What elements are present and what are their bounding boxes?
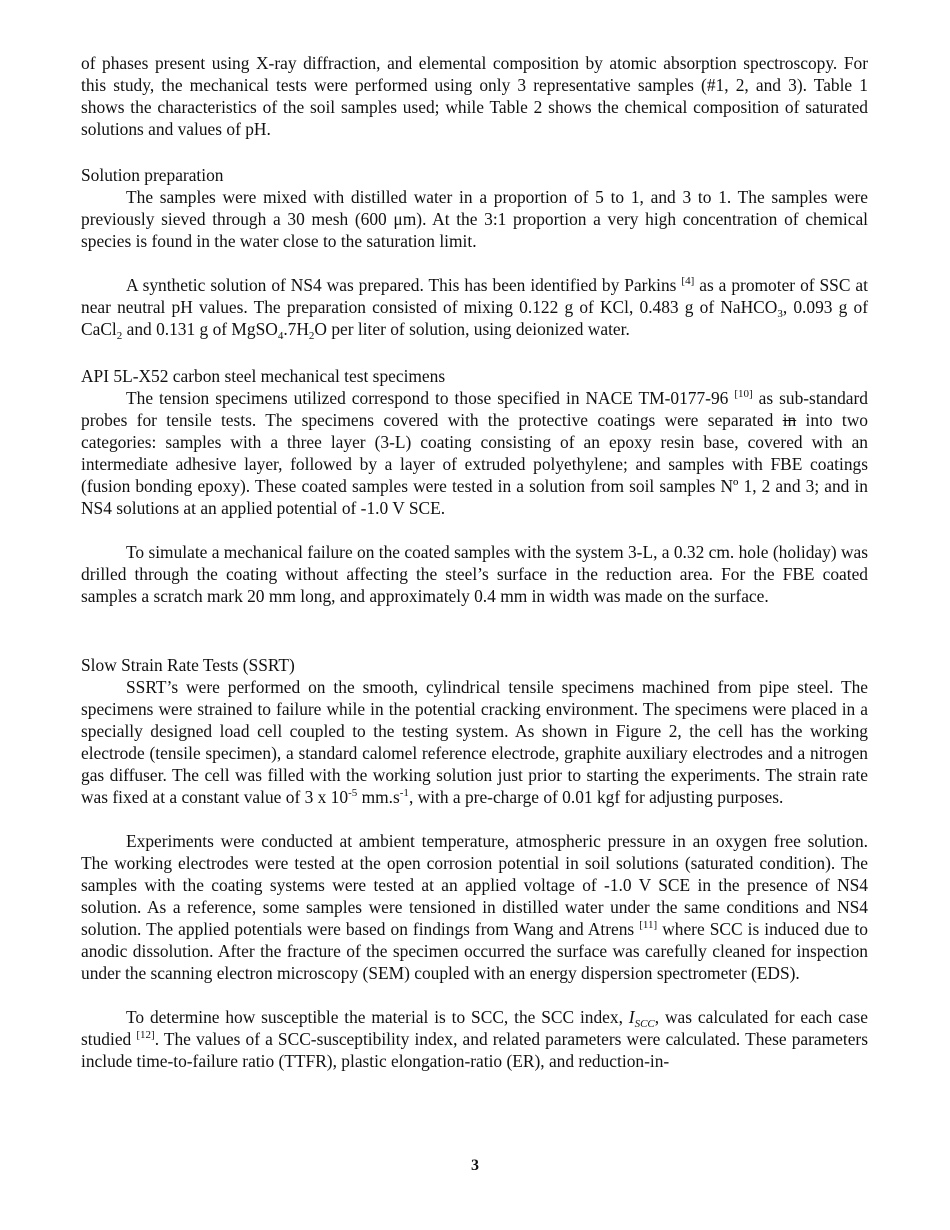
text-run: and 0.131 g of MgSO bbox=[126, 319, 278, 339]
api-specimens-section bbox=[81, 365, 868, 607]
text-run: The tension specimens utilized correspond to those specified in NACE TM-0177-96 bbox=[126, 388, 729, 408]
superscript: -1 bbox=[399, 787, 409, 799]
text-run: .7H bbox=[283, 319, 309, 339]
ssrt-paragraph-2 bbox=[81, 830, 868, 984]
ssrt-paragraph-3 bbox=[81, 1006, 868, 1072]
section-heading-solution-preparation: Solution preparation bbox=[81, 165, 224, 185]
struck-text: in bbox=[782, 410, 797, 430]
text-run: . The values of a SCC-susceptibility index, and related parameters were calculated. These parameters include time-to-failure ratio (TTFR), plastic elongation-ratio (ER), and reduction-in- bbox=[81, 1029, 868, 1071]
text-run: as sub-standard probes for tensile tests. The specimens covered with the protective coatings were separated bbox=[81, 388, 868, 430]
citation-ref-4: [4] bbox=[681, 275, 695, 287]
citation-ref-11: [11] bbox=[639, 919, 658, 931]
citation-ref-12: [12] bbox=[136, 1029, 155, 1041]
subscript: 2 bbox=[116, 330, 123, 342]
text-run: A synthetic solution of NS4 was prepared. This has been identified by Parkins bbox=[126, 275, 677, 295]
solution-preparation-paragraph-2 bbox=[81, 274, 868, 340]
superscript: -5 bbox=[348, 787, 358, 799]
text-run: Experiments were conducted at ambient temperature, atmospheric pressure in an oxygen free solution. The working electrodes were tested at the open corrosion potential in soil solutions (saturated condition). The samples with the coating systems were tested at an applied voltage of -1.0 V SCE in the presence of NS4 solution. As a reference, some samples were tensioned in distilled water under the same conditions and NS4 solution. The applied potentials were based on findings from Wang and Atrens bbox=[81, 831, 868, 939]
intro-block bbox=[81, 52, 868, 140]
text-run: , with a pre-charge of 0.01 kgf for adjusting purposes. bbox=[408, 787, 784, 807]
api-specimens-paragraph-2: To simulate a mechanical failure on the coated samples with the system 3-L, a 0.32 cm. hole (holiday) was drilled through the coating without affecting the steel’s surface in the reduction area. For the FBE coated samples a scratch mark 20 mm long, and approximately 0.4 mm in width was made on the surface. bbox=[81, 542, 869, 606]
text-run: into two categories: samples with a three layer (3-L) coating consisting of an epoxy resin base, covered with an intermediate adhesive layer, followed by a layer of extruded polyethylene; and samples with FBE coatings (fusion bonding epoxy). These coated samples were tested in a solution from soil samples Nº 1, 2 and 3; and in NS4 solutions at an applied potential of -1.0 V SCE. bbox=[81, 410, 869, 518]
subscript: 4 bbox=[277, 330, 284, 342]
text-run: SSRT’s were performed on the smooth, cylindrical tensile specimens machined from pipe steel. The specimens were strained to failure while in the potential cracking environment. The specimens were placed in a specially designed load cell coupled to the testing system. As shown in Figure 2, the cell has the working electrode (tensile specimen), a standard calomel reference electrode, graphite auxiliary electrodes and a nitrogen gas diffuser. The cell was filled with the working solution just prior to starting the experiments. The strain rate was fixed at a constant value of 3 x 10 bbox=[81, 677, 868, 807]
section-heading-api-specimens: API 5L-X52 carbon steel mechanical test specimens bbox=[81, 366, 446, 386]
variable-subscript: SCC bbox=[634, 1018, 655, 1030]
subscript: 2 bbox=[308, 330, 315, 342]
variable: I bbox=[628, 1007, 635, 1027]
scc-index-symbol bbox=[628, 1007, 655, 1030]
text-run: , 0.093 g of CaCl bbox=[81, 297, 868, 339]
intro-paragraph: of phases present using X-ray diffraction, and elemental composition by atomic absorption spectroscopy. For this study, the mechanical tests were performed using only 3 representative samples (#1, 2, and 3). Table 1 shows the characteristics of the soil samples used; while Table 2 shows the chemical composition of saturated solutions and values of pH. bbox=[81, 53, 868, 139]
text-run: where SCC is induced due to anodic dissolution. After the fracture of the specimen occurred the surface was carefully cleaned for inspection under the scanning electron microscopy (SEM) coupled with an energy dispersion spectrometer (EDS). bbox=[81, 919, 869, 983]
solution-preparation-paragraph-1: The samples were mixed with distilled water in a proportion of 5 to 1, and 3 to 1. The samples were previously sieved through a 30 mesh (600 μm). At the 3:1 proportion a very high concentration of chemical species is found in the water close to the saturation limit. bbox=[81, 187, 868, 251]
citation-ref-10: [10] bbox=[734, 388, 753, 400]
ssrt-paragraph-1 bbox=[81, 676, 868, 808]
text-run: To determine how susceptible the material is to SCC, the SCC index, bbox=[126, 1007, 623, 1027]
text-run: O per liter of solution, using deionized water. bbox=[314, 319, 630, 339]
section-heading-ssrt: Slow Strain Rate Tests (SSRT) bbox=[81, 655, 295, 675]
page-number: 3 bbox=[471, 1157, 479, 1174]
text-run: , was calculated for each case studied bbox=[81, 1007, 868, 1049]
subscript: 3 bbox=[777, 308, 783, 320]
api-specimens-paragraph-1 bbox=[81, 387, 868, 519]
text-run: mm.s bbox=[361, 787, 400, 807]
text-run: as a promoter of SSC at near neutral pH values. The preparation consisted of mixing 0.122 g of KCl, 0.483 g of NaHCO bbox=[81, 275, 868, 317]
solution-preparation-section bbox=[81, 164, 868, 340]
ssrt-section bbox=[81, 654, 868, 1072]
